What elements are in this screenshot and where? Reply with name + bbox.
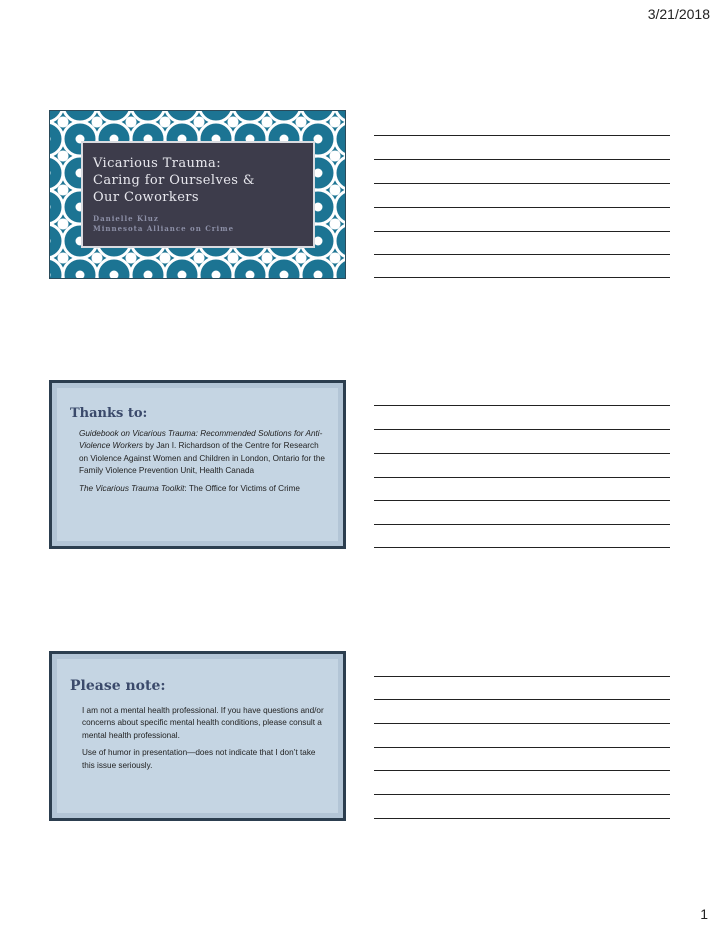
note-line xyxy=(374,405,670,406)
title-line: Caring for Ourselves & xyxy=(93,173,255,188)
slide-2-thanks xyxy=(49,380,346,549)
slide-title xyxy=(93,155,303,206)
slide-body xyxy=(79,428,329,500)
reference-item xyxy=(79,428,329,478)
slide-heading: Please note: xyxy=(70,678,166,694)
note-line xyxy=(374,818,670,819)
note-line xyxy=(374,723,670,724)
note-line xyxy=(374,183,670,184)
note-line xyxy=(374,770,670,771)
note-line xyxy=(374,453,670,454)
note-line xyxy=(374,747,670,748)
reference-detail: : The Office for Victims of Crime xyxy=(184,483,300,493)
slide-body xyxy=(82,705,326,777)
slide-heading: Thanks to: xyxy=(70,406,148,421)
note-line xyxy=(374,477,670,478)
note-line xyxy=(374,794,670,795)
note-line xyxy=(374,135,670,136)
note-line xyxy=(374,547,670,548)
note-line xyxy=(374,159,670,160)
print-date: 3/21/2018 xyxy=(647,6,710,22)
note-line xyxy=(374,231,670,232)
note-line xyxy=(374,277,670,278)
title-box xyxy=(81,141,315,248)
slide-subtitle xyxy=(93,214,303,234)
page-number: 1 xyxy=(700,906,708,922)
note-line xyxy=(374,207,670,208)
organization: Minnesota Alliance on Crime xyxy=(93,224,235,233)
presenter-name: Danielle Kluz xyxy=(93,214,159,223)
note-line xyxy=(374,254,670,255)
note-line xyxy=(374,500,670,501)
title-line: Vicarious Trauma: xyxy=(93,156,221,171)
title-line: Our Coworkers xyxy=(93,190,199,205)
note-line xyxy=(374,524,670,525)
reference-detail: by Jan I. Richardson of the Centre for Research on Violence Against Women and Children in London, Ontario for the Family Violence Prevention Unit, Health Canada xyxy=(79,441,325,476)
reference-title: Guidebook on Vicarious Trauma: Recommended Solutions for Anti-Violence Workers xyxy=(79,429,323,451)
note-paragraph: Use of humor in presentation—does not indicate that I don’t take this issue seriously. xyxy=(82,748,316,770)
note-paragraph: I am not a mental health professional. If you have questions and/or concerns about specific mental health conditions, please consult a mental health professional. xyxy=(82,706,324,740)
note-line xyxy=(374,699,670,700)
slide-1-title xyxy=(49,110,346,279)
reference-title: The Vicarious Trauma Toolkit xyxy=(79,483,185,493)
slide-3-note xyxy=(49,651,346,821)
reference-item xyxy=(79,483,329,495)
note-line xyxy=(374,676,670,677)
note-line xyxy=(374,429,670,430)
